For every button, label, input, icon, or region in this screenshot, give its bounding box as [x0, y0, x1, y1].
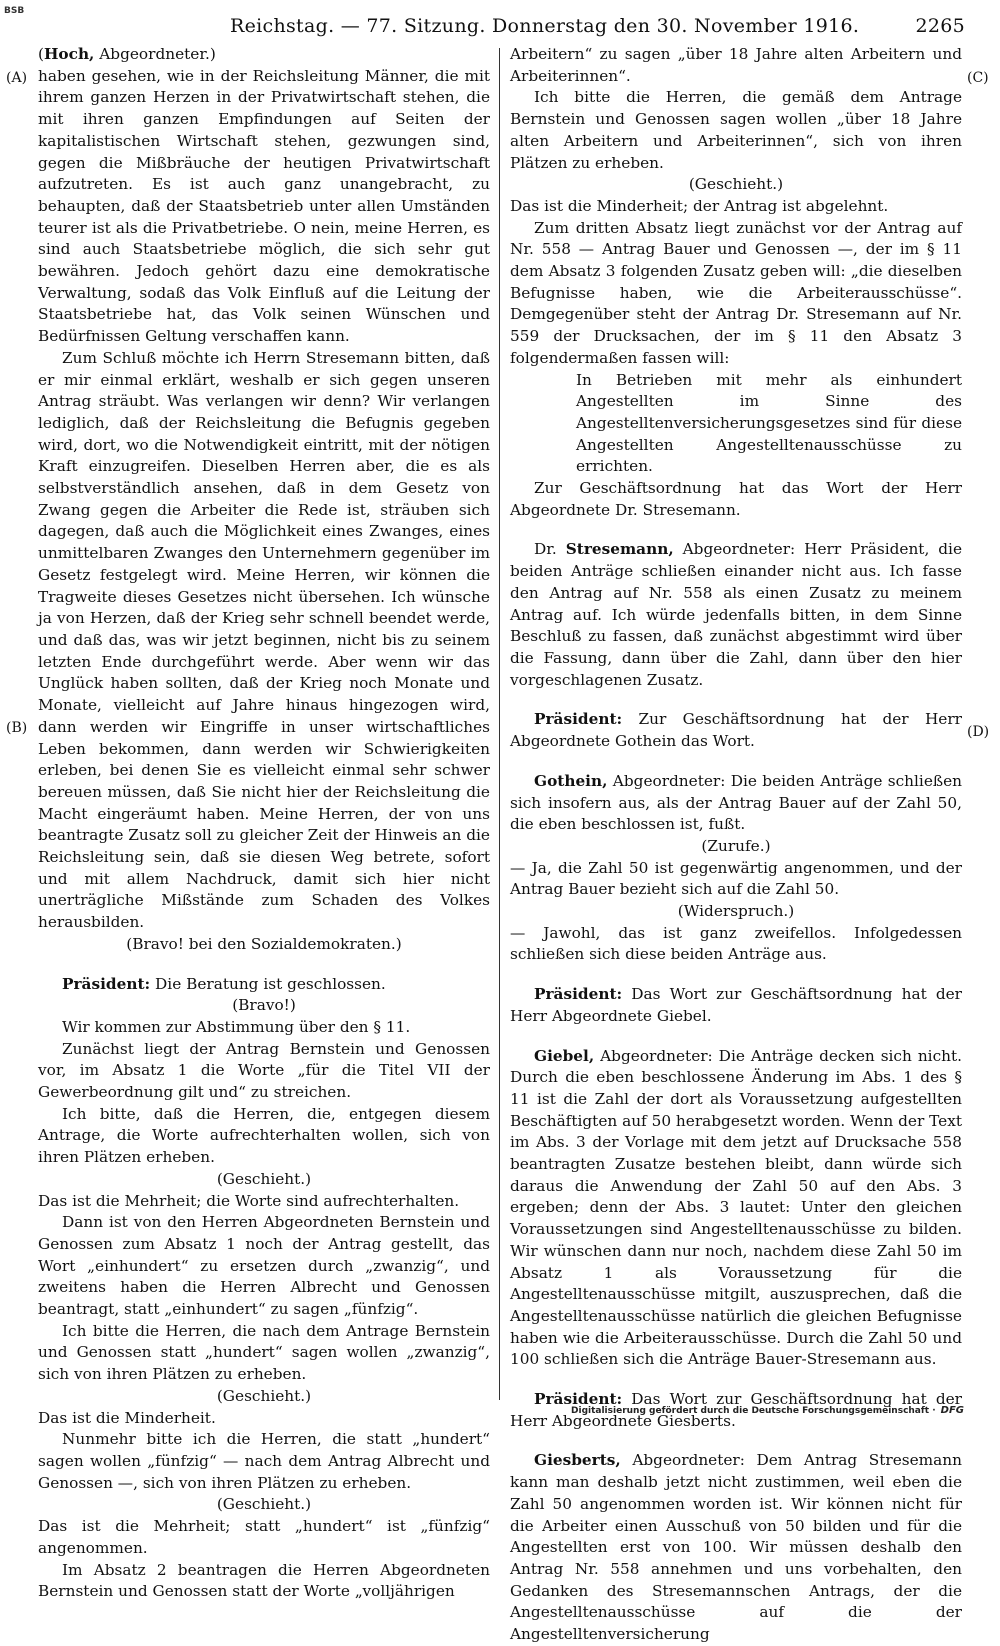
paragraph: Ich bitte die Herren, die nach dem Antrage Bernstein und Genossen statt „hundert“ sagen wollen „zwanzig“, sich von ihren Plätzen zu erheben. — [38, 1321, 490, 1384]
column-divider — [499, 48, 500, 1400]
speaker-name: Gothein, — [534, 771, 608, 790]
paragraph: Ich bitte, daß die Herren, die, entgegen diesem Antrage, die Worte aufrechterhalten wollen, sich von ihren Plätzen erheben. — [38, 1104, 490, 1167]
footer — [571, 1405, 964, 1416]
page-header — [230, 12, 965, 40]
paragraph: Ich bitte die Herren, die gemäß dem Antrage Bernstein und Genossen sagen wollen „über 18 Jahre alten Arbeitern und Arbeiterinnen“, sich von ihren Plätzen zu erheben. — [510, 88, 962, 172]
speaker-name: Präsident: — [534, 710, 623, 729]
paragraph: — Jawohl, das ist ganz zweifellos. Infolgedessen schließen sich diese beiden Anträge aus. — [510, 923, 962, 964]
speaker-name: Giebel, — [534, 1046, 595, 1065]
stage-direction: (Geschieht.) — [216, 1495, 312, 1514]
speaker-paragraph — [510, 1046, 962, 1372]
speaker-paragraph — [510, 984, 962, 1027]
paragraph: Das ist die Mehrheit; die Worte sind aufrechterhalten. — [38, 1191, 460, 1210]
paragraph: Im Absatz 2 beantragen die Herren Abgeordneten Bernstein und Genossen statt der Worte „volljährigen — [38, 1560, 490, 1601]
margin-marker-d: (D) — [967, 724, 990, 740]
paragraph: — Ja, die Zahl 50 ist gegenwärtig angenommen, und der Antrag Bauer bezieht sich auf die Zahl 50. — [510, 858, 962, 899]
paragraph: Zur Geschäftsordnung hat das Wort der Herr Abgeordnete Dr. Stresemann. — [510, 479, 962, 519]
library-stamp: BSB — [4, 6, 25, 16]
dfg-logo: DFG — [940, 1405, 964, 1416]
margin-marker-a: (A) — [6, 70, 28, 86]
speaker-paragraph — [510, 539, 962, 691]
paragraph: Wir kommen zur Abstimmung über den § 11. — [62, 1017, 411, 1036]
margin-marker-b: (B) — [6, 720, 28, 736]
speaker-name: Präsident: — [534, 985, 623, 1004]
paragraph: Das ist die Minderheit. — [38, 1408, 216, 1427]
paragraph: Das ist die Mehrheit; statt „hundert“ ist „fünfzig“ angenommen. — [38, 1517, 490, 1557]
speaker-paragraph — [510, 709, 962, 752]
stage-direction: (Zurufe.) — [701, 836, 771, 855]
speaker-role: Abgeordneter.) — [94, 45, 216, 63]
paragraph: Zum Schluß möchte ich Herrn Stresemann bitten, daß er mir einmal erklärt, weshalb er sich gegen unseren Antrag sträubt. Was verlangen wir denn? Wir verlangen lediglich, daß der Reichsleitung die Befugnis gegeben wird, dort, wo die Notwendigkeit eintritt, mit der nötigen Kraft einzugreifen. Dieselben Herren aber, die es als selbstverständlich ansehen, daß in dem Gesetz von Zwang gegen die Arbeiter die Rede ist, sträuben sich dagegen, daß auch die Möglichkeit eines Zwanges, eines unmittelbaren Zwanges den Unternehmern gegenüber im Gesetz festgelegt wird. Meine Herren, wir können die Tragweite dieses Gesetzes nicht übersehen. Ich wünsche ja von Herzen, daß der Krieg sehr schnell beendet werde, und daß das, was wir jetzt beginnen, nicht bis zu seinem letzten Ende durchgeführt werde. Aber wenn wir das Unglück haben sollten, daß der Krieg noch Monate und Monate, vielleicht auf Jahre hinaus hingezogen wird, dann werden wir Eingriffe in unser wirtschaftliches Leben bekommen, dann werden wir Schwierigkeiten erleben, bei denen Sie es vielleicht einmal sehr schwer bereuen müssen, daß Sie nicht hier der Reichsleitung die Macht eingeräumt haben. Meine Herren, der von uns beantragte Zusatz soll zu gleicher Zeit der Hinweis an die Reichsleitung sein, daß sie diesen Weg betrete, sofort und mit allem Nachdruck, damit sich hier nicht unerträgliche Mißstände zum Schaden des Volkes herausbilden. — [38, 348, 490, 932]
speech-text: Abgeordneter: Die beiden Anträge schließen sich insofern aus, als der Antrag Bauer auf der Zahl 50, die eben beschlossen ist, fußt. — [510, 771, 962, 834]
speaker-name: Hoch, — [43, 45, 95, 63]
paragraph: Dann ist von den Herren Abgeordneten Bernstein und Genossen zum Absatz 1 noch der Antrag gestellt, das Wort „einhundert“ zu ersetzen durch „zwanzig“, und zweitens haben die Herren Albrecht und Genossen beantragt, statt „einhundert“ zu sagen „fünfzig“. — [38, 1213, 490, 1319]
speaker-paragraph — [510, 771, 962, 836]
speech-text: Zur Geschäftsordnung hat der Herr Abgeordnete Gothein das Wort. — [510, 710, 962, 751]
speech-text: Das Wort zur Geschäftsordnung hat der Herr Abgeordnete Giesberts. — [510, 1390, 962, 1430]
speech-text: Das Wort zur Geschäftsordnung hat der Herr Abgeordnete Giebel. — [510, 985, 962, 1025]
speaker-reference: (Hoch, Abgeordneter.) — [38, 45, 216, 63]
quoted-motion: In Betrieben mit mehr als einhundert Angestellten im Sinne des Angestelltenversicherungsgesetzes sind für diese Angestellten Angestelltenausschüsse zu errichten. — [576, 370, 962, 476]
paragraph: Das ist die Minderheit; der Antrag ist abgelehnt. — [510, 196, 889, 215]
speaker-prefix: Dr. — [534, 540, 566, 559]
paragraph: Zum dritten Absatz liegt zunächst vor der Antrag auf Nr. 558 — Antrag Bauer und Genossen —, der im § 11 dem Absatz 3 folgenden Zusatz geben will: „die dieselben Befugnisse haben, wie die Arbeiterausschüsse“. Demgegenüber steht der Antrag Dr. Stresemann auf Nr. 559 der Drucksachen, der im § 11 den Absatz 3 folgendermaßen fassen will: — [510, 218, 962, 367]
stage-direction: (Geschieht.) — [216, 1386, 312, 1405]
stage-direction: (Geschieht.) — [216, 1169, 312, 1188]
page-number: 2265 — [915, 15, 965, 37]
paragraph: haben gesehen, wie in der Reichsleitung Männer, die mit ihrem ganzen Herzen in der Privatwirtschaft stehen, die mit ihren ganzen Empfindungen auf Seiten der kapitalistischen Wirtschaft stehen, gezwungen sind, gegen die Mißbräuche der heutigen Privatwirtschaft aufzutreten. Es ist auch ganz unangebracht, zu behaupten, daß der Staatsbetrieb unter allen Umständen teurer ist als die Privatbetriebe. O nein, meine Herren, es sind auch Staatsbetriebe möglich, die sich sehr gut bewähren. Jedoch gehört dazu eine demokratische Verwaltung, sodaß das Volk Einfluß auf die Leitung der Staatsbetriebe hat, das Volk seinen Wünschen und Bedürfnissen Geltung verschaffen kann. — [38, 66, 490, 346]
stage-direction: (Bravo! bei den Sozialdemokraten.) — [126, 934, 402, 953]
speaker-name: Stresemann, — [565, 540, 674, 559]
speaker-name: Giesberts, — [534, 1451, 621, 1470]
paragraph: Zunächst liegt der Antrag Bernstein und Genossen vor, im Absatz 1 die Worte „für die Titel VII der Gewerbeordnung gilt und“ zu streichen. — [38, 1039, 490, 1102]
paragraph: Nunmehr bitte ich die Herren, die statt „hundert“ sagen wollen „fünfzig“ — nach dem Antrag Albrecht und Genossen —, sich von ihren Plätzen zu erheben. — [38, 1430, 490, 1492]
speech-text: Abgeordneter: Die Anträge decken sich nicht. Durch die eben beschlossene Änderung im Abs. 1 des § 11 ist die Zahl der dort als Voraussetzung aufgestellten Beschäftigten auf 50 herabgesetzt worden. Wenn der Text im Abs. 3 der Vorlage mit dem jetzt auf Drucksache 558 beantragten Zusatze bestehen bleibt, dann würde sich daraus die Anwendung der Zahl 50 auf den Abs. 3 ergeben; denn der Abs. 3 lautet: Unter den gleichen Voraussetzungen sind Angestelltenausschüsse zu bilden. Wir wünschen dann nur noch, nachdem diese Zahl 50 im Absatz 1 als Voraussetzung für die Angestelltenausschüsse mitgilt, auszusprechen, daß die Angestelltenausschüsse natürlich die gleichen Befugnisse haben wie die Arbeiterausschüsse. Durch die Zahl 50 und 100 schließen sich die Anträge Bauer-Stresemann aus. — [510, 1046, 962, 1369]
paragraph: Arbeitern“ zu sagen „über 18 Jahre alten Arbeitern und Arbeiterinnen“. — [510, 45, 962, 85]
margin-marker-c: (C) — [967, 70, 989, 86]
left-column — [38, 44, 490, 1603]
speaker-paragraph — [510, 1450, 962, 1645]
footer-text: Digitalisierung gefördert durch die Deutsche Forschungsgemeinschaft · — [571, 1405, 936, 1416]
speech-text: Abgeordneter: Herr Präsident, die beiden Anträge schließen einander nicht aus. Ich fasse den Antrag auf Nr. 558 als einen Zusatz zu meinem Antrag auf. Ich würde jedenfalls bitten, in dem Sinne Beschluß zu fassen, daß zunächst abgestimmt wird über die Fassung, dann über die Zahl, dann über den hier vorgeschlagenen Zusatz. — [510, 540, 963, 689]
stage-direction: (Widerspruch.) — [677, 902, 795, 921]
speech-text: Abgeordneter: Dem Antrag Stresemann kann man deshalb jetzt nicht zustimmen, weil eben die Zahl 50 angenommen worden ist. Wir können nicht für die Arbeiter einen Ausschuß von 50 bilden und für die Angestellten erst von 100. Wir müssen deshalb den Antrag Nr. 558 annehmen und uns vorbehalten, den Gedanken des Stresemannschen Antrags, der die Angestelltenausschüsse auf die der Angestelltenversicherung — [510, 1451, 962, 1644]
speaker-paragraph — [38, 974, 490, 996]
stage-direction: (Bravo!) — [232, 996, 296, 1015]
speaker-name: Präsident: — [534, 1390, 623, 1409]
speaker-name: Präsident: — [62, 974, 151, 993]
speech-text: Die Beratung ist geschlossen. — [150, 974, 386, 993]
stage-direction: (Geschieht.) — [688, 175, 784, 194]
header-title: Reichstag. — 77. Sitzung. Donnerstag den 30. November 1916. — [230, 15, 860, 37]
